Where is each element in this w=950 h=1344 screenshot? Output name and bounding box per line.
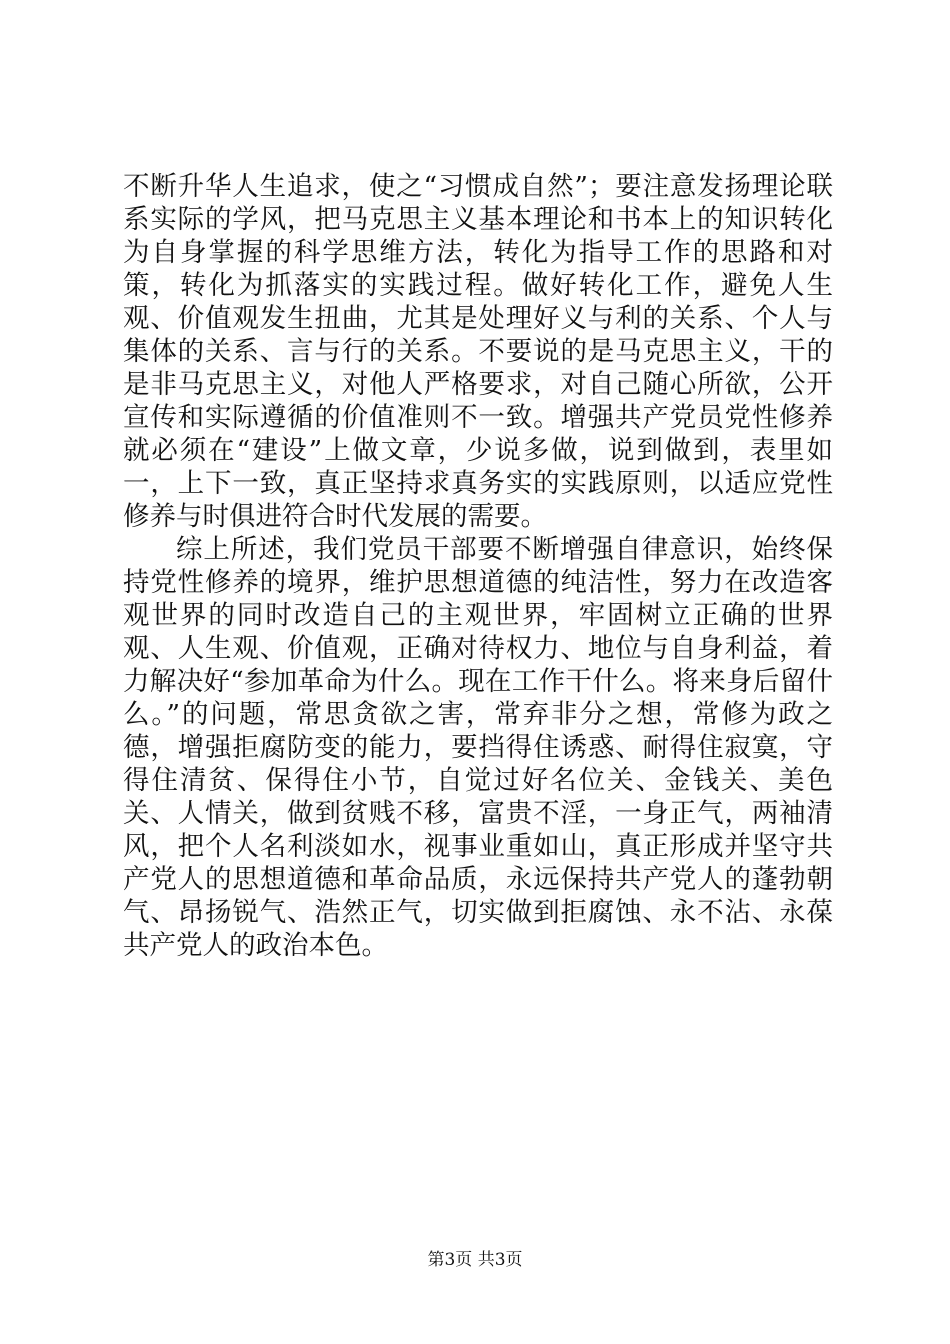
body-text (123, 170, 833, 962)
paragraph-continuation: 不断升华人生追求，使之“习惯成自然”；要注意发扬理论联系实际的学风，把马克思主义基本理论和书本上的知识转化为自身掌握的科学思维方法，转化为指导工作的思路和对策，转化为抓落实的实践过程。做好转化工作，避免人生观、价值观发生扭曲，尤其是处理好义与利的关系、个人与集体的关系、言与行的关系。不要说的是马克思主义，干的是非马克思主义，对他人严格要求，对自己随心所欲，公开宣传和实际遵循的价值准则不一致。增强共产党员党性修养就必须在“建设”上做文章，少说多做，说到做到，表里如一，上下一致，真正坚持求真务实的实践原则，以适应党性修养与时俱进符合时代发展的需要。 (123, 171, 833, 532)
page-number-footer: 第3页 共3页 (427, 1250, 523, 1270)
paragraph-conclusion: 综上所述，我们党员干部要不断增强自律意识，始终保持党性修养的境界，维护思想道德的纯洁性，努力在改造客观世界的同时改造自己的主观世界，牢固树立正确的世界观、人生观、价值观，正确对待权力、地位与自身利益，着力解决好“参加革命为什么。现在工作干什么。将来身后留什么。”的问题，常思贪欲之害，常弃非分之想，常修为政之德，增强拒腐防变的能力，要挡得住诱惑、耐得住寂寞，守得住清贫、保得住小节，自觉过好名位关、金钱关、美色关、人情关，做到贫贱不移，富贵不淫，一身正气，两袖清风，把个人名利淡如水，视事业重如山，真正形成并坚守共产党人的思想道德和革命品质，永远保持共产党人的蓬勃朝气、昂扬锐气、浩然正气，切实做到拒腐蚀、永不沾、永葆共产党人的政治本色。 (123, 534, 833, 961)
